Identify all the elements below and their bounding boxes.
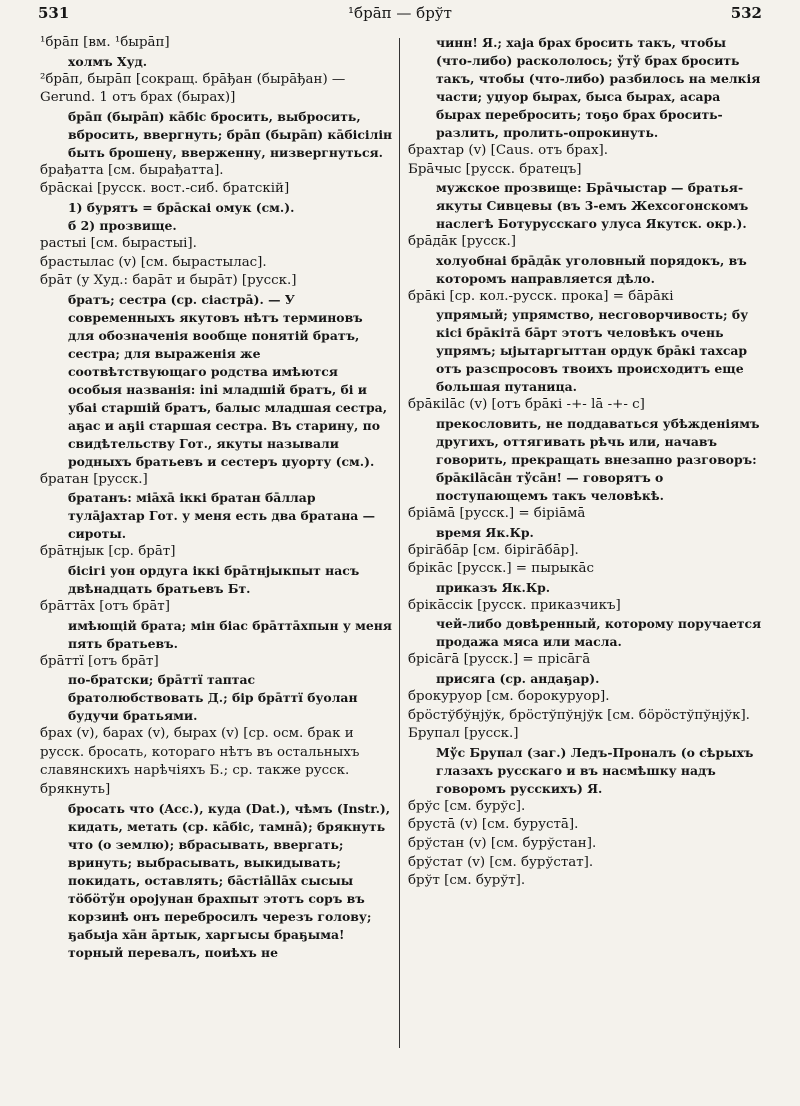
entry-definition: чей-либо довѣренный, которому поручается продажа мяса или масла.	[436, 616, 762, 650]
dictionary-entry	[40, 71, 393, 162]
entry-headword: брокуруор [см. борокуруор].	[408, 688, 610, 704]
dictionary-entry	[408, 872, 764, 891]
entry-headword: ²брāп, бырāп [сокращ. брāђан (бырāђан) — Gerund. 1 отъ брах (бырах)]	[40, 71, 346, 106]
entry-definition: брāп (бырāп) кāбіс бросить, выбросить, вбросить, ввергнуть; брāп (бырāп) кāбісілін быть брошену, вверженну, низвергнуться.	[68, 108, 393, 160]
dictionary-entry	[408, 688, 764, 707]
entry-definition: бісігі уон ордуга іккі брāтнјыкпыт насъ двѣнадцать братьевъ Бт.	[68, 562, 360, 596]
entry-definition: имѣющій брата; мін біас брāттāхпын у меня пять братьевъ.	[68, 617, 392, 651]
dictionary-entry	[408, 816, 764, 835]
dictionary-entry	[408, 233, 764, 288]
entry-headword: бріāмā [русск.] = біріāмā	[408, 505, 586, 521]
entry-definition: чинн! Я.; хаја брах бросить такъ, чтобы (что-либо) раскололось; ўтў брах бросить такъ, чтобы (что-либо) разбилось на мелкія части; уџуор бырах, быса бырах, асара бырах перебросить; тоҕо брах бросить-разлить, пролить-опрокинуть.	[436, 35, 761, 140]
dictionary-entry	[408, 161, 764, 234]
entry-definition: присяга (ср. андаҕар).	[436, 670, 600, 686]
entry-definition: братъ; сестра (ср. сіастрā). — У современныхъ якутовъ нѣтъ терминовъ для обозначенія вообще понятій братъ, сестра; для выраженія же соотвѣтствующаго родства имѣются особыя названія: ini младшій братъ, бі и убаі старшій братъ, балыс младшая сестра, аҕас и аҕіі старшая сестра. Въ старину, по свидѣтельству Гот., якуты называли родныхъ братьевъ и сестеръ џуорту (см.).	[68, 291, 388, 469]
dictionary-entry	[408, 707, 764, 726]
dictionary-entry	[40, 162, 393, 181]
right-column	[408, 34, 764, 891]
dictionary-entry	[408, 142, 764, 161]
entry-headword: Брупал [русск.]	[408, 726, 519, 742]
entry-headword: брāттї [отъ брāт]	[40, 653, 159, 669]
dictionary-entry	[40, 235, 393, 254]
entry-headword: брāкіlāс (v) [отъ брāкі -+- lā -+- с]	[408, 397, 645, 413]
entry-definition: холуобнаі брāдāк уголовный порядокъ, въ которомъ направляется дѣло.	[436, 252, 747, 286]
entry-definition: Мўс Брупал (заг.) Ледъ-Проналъ (о сѣрыхъ глазахъ русскаго и въ насмѣшку надъ говоромъ русскихъ) Я.	[436, 744, 754, 796]
entry-headword: брöстўбўнјўк, брöстўпўнјўк [см. бöрöстўпўнјўк].	[408, 707, 750, 723]
entry-headword: брāттāх [отъ брāт]	[40, 598, 170, 614]
entry-headword: брўт [см. бурўт].	[408, 873, 526, 889]
page-header	[38, 4, 762, 26]
entry-definition: бросать что (Acc.), куда (Dat.), чѣмъ (Instr.), кидать, метать (ср. кāбіс, тамнā); брякнуть что (о землю); вбрасывать, ввергать; вринуть; выбрасывать, выкидывать; покидать, оставлять; бāстіāllāх сысыы тöбöтўн оројунан брахпыт этотъ соръ въ корзинѣ онъ перебросилъ черезъ голову; ҕабыја хāн āртык, харгысы браҕыма! торный перевалъ, поиѣхъ не	[68, 800, 391, 960]
entry-definition: б 2) прозвище.	[68, 217, 177, 233]
dictionary-entry	[408, 854, 764, 873]
dictionary-entry	[40, 725, 393, 961]
dictionary-entry	[408, 597, 764, 652]
entry-headword: брађатта [см. бырађатта].	[40, 162, 224, 178]
entry-headword: брікāс [русск.] = пырыкāс	[408, 561, 594, 577]
entry-headword: Брāчыс [русск. братецъ]	[408, 161, 582, 177]
entry-headword: брісāгā [русск.] = прісāгā	[408, 652, 591, 668]
dictionary-entry	[408, 651, 764, 688]
entry-definition: время Як.Кр.	[436, 524, 534, 540]
entry-headword: брāкі [ср. кол.-русск. прока] = бāрāкі	[408, 288, 674, 304]
entry-headword: брāдāк [русск.]	[408, 234, 516, 250]
entry-headword: брўстат (v) [см. бурўстат].	[408, 854, 594, 870]
running-title: ¹брāп — брўт	[348, 4, 452, 22]
entry-definition: мужское прозвище: Брāчыстар — братья-якуты Сивцевы (въ 3-емъ Жехсогонскомъ наслегѣ Ботурусскаго улуса Якутск. окр.).	[436, 180, 749, 232]
entry-definition: прекословить, не поддаваться убѣжденіямъ другихъ, оттягивать рѣчь или, начавъ говорить, прекращать внезапно разговоръ: брāкіlāсāн тўсāн! — говорятъ о поступающемъ такъ человѣкѣ.	[436, 415, 760, 503]
dictionary-entry	[408, 542, 764, 561]
dictionary-entry	[40, 653, 393, 726]
entry-definition: 1) бурятъ = брāскаі омук (см.).	[68, 199, 295, 215]
dictionary-entry	[40, 254, 393, 273]
dictionary-entry	[408, 505, 764, 542]
entry-definition: приказъ Як.Кр.	[436, 579, 551, 595]
dictionary-entry	[40, 543, 393, 598]
dictionary-entry	[40, 471, 393, 544]
dictionary-entry	[408, 288, 764, 397]
entry-headword: брāскаі [русск. вост.-сиб. братскій]	[40, 181, 290, 197]
dictionary-entry	[408, 396, 764, 505]
entry-headword: ¹брāп [вм. ¹бырāп]	[40, 35, 170, 50]
dictionary-entry	[408, 835, 764, 854]
entry-headword: братан [русск.]	[40, 471, 148, 487]
dictionary-entry	[408, 798, 764, 817]
entry-definition: холмъ Худ.	[68, 53, 148, 69]
dictionary-entry	[408, 725, 764, 798]
entry-headword: брўстан (v) [см. бурўстан].	[408, 835, 597, 851]
dictionary-entry	[40, 598, 393, 653]
page-number-left: 531	[38, 4, 70, 22]
left-column	[40, 34, 393, 962]
dictionary-entry	[408, 34, 764, 142]
entry-headword: брўс [см. бурўс].	[408, 798, 526, 814]
entry-definition: по-братски; брāттї таптас братолюбствовать Д.; бір брāттї буолан будучи братьями.	[68, 672, 358, 724]
entry-headword: брахтар (v) [Caus. отъ брах].	[408, 143, 609, 158]
dictionary-entry	[408, 560, 764, 597]
entry-headword: брігāбāр [см. бірігāбāр].	[408, 542, 579, 558]
dictionary-entry	[40, 272, 393, 471]
dictionary-entry	[40, 180, 393, 235]
entry-headword: брустā (v) [см. бурустā].	[408, 817, 579, 833]
page-number-right: 532	[730, 4, 762, 22]
entry-headword: брāтнјык [ср. брāт]	[40, 544, 176, 560]
entry-headword: растыі [см. бырастыі].	[40, 235, 197, 251]
entry-headword: брікāссік [русск. приказчикъ]	[408, 597, 621, 613]
dictionary-entry	[40, 34, 393, 71]
entry-headword: брāт (у Худ.: барāт и бырāт) [русск.]	[40, 273, 297, 289]
column-divider	[399, 38, 400, 1048]
entry-headword: брастылас (v) [см. бырастылас].	[40, 254, 267, 270]
entry-headword: брах (v), барах (v), бырах (v) [ср. осм. брак и русск. бросать, котораго нѣтъ въ остальныхъ славянскихъ нарѣчіяхъ Б.; ср. также русск. брякнуть]	[40, 726, 360, 797]
entry-definition: братанъ: міāхā іккі братан бāллар тулāјахтар Гот. у меня есть два братана — сироты.	[68, 490, 376, 542]
entry-definition: упрямый; упрямство, несговорчивость; бу кісі брāкітā бāрт этотъ человѣкъ очень упрямъ; ыјытаргыттан ордук брāкі тахсар отъ разспросовъ твоихъ происходитъ еще большая путаница.	[436, 307, 749, 395]
